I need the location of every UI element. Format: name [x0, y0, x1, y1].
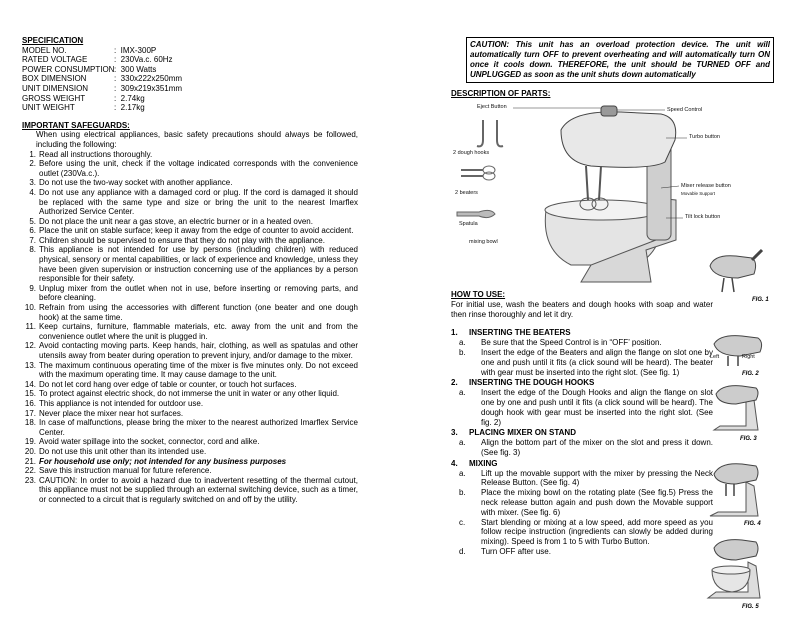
safeguard-number: 4. [29, 187, 36, 197]
safeguard-number: 3. [29, 178, 36, 188]
safeguard-text: Do not use the two-way socket with another appliance. [39, 178, 233, 188]
how-step [459, 348, 713, 377]
section-title: MIXING [469, 458, 498, 468]
safeguard-number: 18. [24, 418, 36, 428]
spec-row [22, 84, 358, 94]
safeguard-item [22, 418, 358, 437]
how-step [459, 438, 713, 458]
fig5-image [702, 536, 768, 602]
label-spatula: Spatula [459, 221, 478, 227]
spec-row [22, 55, 358, 65]
safeguard-text: Refrain from using the accessories with different function (one beater and one dough hook) at the same time. [39, 303, 358, 322]
step-letter: c. [459, 517, 466, 527]
parts-heading: DESCRIPTION OF PARTS: [451, 89, 551, 98]
spec-value: : 2.17kg [114, 103, 145, 113]
spec-row [22, 65, 358, 75]
how-heading: HOW TO USE: [451, 290, 506, 299]
spec-heading: SPECIFICATION [22, 36, 84, 45]
spec-table [22, 46, 358, 113]
label-mixer-release-button: Mixer release button [681, 183, 731, 189]
fig2-left-label: Left [710, 354, 720, 360]
spec-row [22, 74, 358, 84]
step-letter: b. [459, 488, 466, 498]
safeguard-text: This appliance is not intended for use by persons (including children) with reduced physical, sensory or mental capabilities, or lack of experience and knowledge, unless they have been given supervision or instruction concerning use of the appliances by a person responsible for their safety. [39, 245, 358, 284]
spec-row [22, 103, 358, 113]
spec-key: POWER CONSUMPTION [22, 64, 115, 74]
fig3-label: FIG. 3 [740, 436, 757, 442]
how-section-title [451, 378, 713, 388]
safeguard-text: Avoid contacting moving parts. Keep hands, hair, clothing, as well as spatulas and other utensils away from beater during operation to prevent injury, and/or damage to the mixer. [39, 341, 358, 360]
step-letter: a. [459, 468, 466, 478]
safeguard-item [22, 159, 358, 178]
safeguard-item [22, 380, 358, 390]
safeguard-number: 19. [24, 437, 36, 447]
safeguard-number: 8. [29, 245, 36, 255]
safeguard-text: Avoid water spillage into the socket, connector, cord and alike. [39, 437, 260, 447]
step-letter: a. [459, 388, 466, 398]
safeguard-number: 13. [24, 360, 36, 370]
label-dough-hooks: 2 dough hooks [453, 150, 490, 156]
spec-value: : 230Va.c. 60Hz [114, 55, 173, 65]
safeguard-number: 22. [24, 466, 36, 476]
how-step [459, 518, 713, 547]
safeguard-text: Save this instruction manual for future reference. [39, 466, 212, 476]
spec-value: : 309x219x351mm [114, 83, 183, 93]
safeguard-text: Read all instructions thoroughly. [39, 149, 153, 159]
fig3-image [706, 380, 766, 436]
safeguard-text: Place the unit on stable surface; keep it away from the edge of counter to avoid accident. [39, 226, 354, 236]
step-text: Place the mixing bowl on the rotating plate (See fig.5) Press the neck release button again and push down the Movable support with mixer. (See fig. 6) [481, 488, 713, 517]
safeguard-text: For household use only; not intended for any business purposes [39, 456, 287, 466]
step-text: Insert the edge of the Dough Hooks and align the flange on slot one by one and push until it fits (a click sound will be heard). The dough hook with gear must be inserted into the right slot. (See fig. 2) [481, 388, 713, 427]
label-mixing-bowl: mixing bowl [469, 239, 498, 245]
how-step [459, 388, 713, 427]
safeguards-heading: IMPORTANT SAFEGUARDS: [22, 120, 130, 130]
safeguard-text: CAUTION: In order to avoid a hazard due to inadvertent resetting of the thermal cutout, this appliance must not be supplied through an external switching device, such as a timer, or connected to a circuit that is regularly switched on and off by the utility. [39, 475, 358, 504]
safeguard-text: Unplug mixer from the outlet when not in use, before inserting or removing parts, and before cleaning. [39, 283, 358, 303]
safeguard-item [22, 303, 358, 322]
step-text: Turn OFF after use. [481, 546, 551, 556]
safeguard-item [22, 217, 358, 227]
figure-2 [708, 330, 768, 375]
spec-key: RATED VOLTAGE [22, 55, 88, 65]
section-number: 1. [451, 328, 458, 338]
how-intro: For initial use, wash the beaters and dough hooks with soap and water then rinse thoroughly and let it dry. [451, 299, 713, 319]
spec-value: : 2.74kg [114, 93, 145, 103]
step-text: Start blending or mixing at a low speed, add more speed as you follow recipe instruction (ingredients can slowly be added during mixing). Speed is from 1 to 5 with Turbo Button. [481, 517, 713, 547]
spec-key: BOX DIMENSION [22, 74, 87, 84]
safeguard-number: 2. [29, 159, 36, 169]
safeguard-text: This appliance is not intended for outdoor use. [39, 398, 204, 408]
fig4-label: FIG. 4 [744, 521, 761, 527]
label-turbo-button: Turbo button [689, 134, 720, 140]
fig1-image [704, 246, 764, 296]
safeguard-text: Keep curtains, furniture, flammable materials, etc. away from the unit and from the convenience outlet where the unit is plugged in. [39, 322, 358, 341]
section-title: PLACING MIXER ON STAND [469, 428, 576, 438]
safeguard-number: 1. [29, 149, 36, 159]
safeguard-text: Children should be supervised to ensure that they do not play with the appliance. [39, 235, 325, 245]
safeguard-text: To protect against electric shock, do not immerse the unit in water or any other liquid. [39, 389, 340, 399]
safeguard-item [22, 341, 358, 360]
safeguard-number: 20. [24, 446, 36, 456]
label-beaters: 2 beaters [455, 190, 478, 196]
safeguard-number: 5. [29, 216, 36, 226]
safeguard-number: 9. [29, 283, 36, 293]
safeguard-item [22, 447, 358, 457]
how-step [459, 488, 713, 517]
spec-key: GROSS WEIGHT [22, 93, 86, 103]
how-to-use [451, 290, 713, 557]
how-section-title [451, 328, 713, 338]
figure-1 [704, 246, 764, 301]
safeguard-item [22, 399, 358, 409]
safeguard-item [22, 284, 358, 303]
spec-value: : 330x222x250mm [114, 74, 183, 84]
how-step [459, 338, 713, 348]
step-text: Lift up the movable support with the mixer by pressing the Neck Release Button. (See fig. 4) [481, 468, 713, 488]
safeguard-text: Before using the unit, check if the voltage indicated corresponds with the convenience outlet (230Va.c.). [39, 159, 358, 178]
step-letter: a. [459, 438, 466, 448]
how-step [459, 547, 713, 557]
safeguard-item [22, 150, 358, 160]
step-text: Align the bottom part of the mixer on the slot and press it down. (See fig. 3) [481, 438, 713, 457]
spec-key: UNIT DIMENSION [22, 83, 89, 93]
safeguard-item [22, 226, 358, 236]
label-tilt-lock-button: Tilt lock button [685, 214, 721, 220]
section-title: INSERTING THE DOUGH HOOKS [469, 378, 595, 388]
fig1-label: FIG. 1 [752, 297, 769, 303]
step-text: Insert the edge of the Beaters and align the flange on slot one by one and push until it fits (a click sound will be heard). The beater with gear must be inserted into the right slot. (See fig. 1) [481, 347, 713, 377]
how-section-title [451, 428, 713, 438]
step-letter: d. [459, 546, 466, 556]
section-number: 3. [451, 428, 458, 438]
safeguard-item [22, 476, 358, 505]
safeguard-number: 17. [24, 408, 36, 418]
safeguard-text: The maximum continuous operating time of the mixer is five minutes only. Do not exceed with the maximum operating time. It may cause damage to the unit. [39, 360, 358, 380]
safeguard-number: 11. [25, 322, 36, 332]
left-column [22, 36, 358, 505]
fig2-image [708, 330, 768, 370]
safeguard-text: Do not use this unit other than its intended use. [39, 446, 207, 456]
section-title: INSERTING THE BEATERS [469, 328, 571, 338]
step-text: Be sure that the Speed Control is in “OFF’ position. [481, 338, 662, 348]
safeguard-item [22, 322, 358, 341]
safeguards-intro: When using electrical appliances, basic safety precautions should always be followed, including the following: [36, 130, 358, 149]
safeguard-number: 15. [24, 389, 36, 399]
spec-row [22, 94, 358, 104]
safeguard-item [22, 437, 358, 447]
safeguard-number: 12. [24, 341, 36, 351]
safeguard-number: 23. [24, 475, 36, 485]
figure-4 [702, 458, 768, 525]
safeguard-item [22, 389, 358, 399]
figure-3 [706, 380, 766, 441]
safeguard-number: 21. [24, 456, 36, 466]
how-step [459, 469, 713, 489]
safeguard-number: 16. [24, 398, 36, 408]
safeguard-text: Never place the mixer near hot surfaces. [39, 408, 184, 418]
safeguard-item [22, 178, 358, 188]
safeguard-item [22, 466, 358, 476]
section-number: 4. [451, 458, 458, 468]
section-number: 2. [451, 378, 458, 388]
spec-key: MODEL NO. [22, 45, 67, 55]
safeguard-number: 10. [24, 303, 36, 313]
spec-value: : 300 Watts [114, 64, 157, 74]
fig5-label: FIG. 5 [742, 604, 759, 610]
safeguard-item [22, 457, 358, 467]
caution-box: CAUTION: This unit has an overload protection device. The unit will automatically turn OFF to prevent overheating and will automatically turn ON once it cools down. THEREFORE, the unit should be TURNED OFF and UNPLUGGED as soon as the unit shuts down automatically [466, 37, 774, 83]
safeguard-number: 7. [29, 235, 36, 245]
label-eject-button: Eject Button [477, 104, 507, 110]
safeguard-text: Do not let cord hang over edge of table or counter, or touch hot surfaces. [39, 379, 297, 389]
label-speed-control: Speed Control [667, 107, 703, 113]
how-section-title [451, 459, 713, 469]
safeguard-item [22, 236, 358, 246]
spec-value: : IMX-300P [114, 45, 157, 55]
safeguard-item [22, 245, 358, 283]
spec-row [22, 46, 358, 56]
label-movable-support: Movable Support [681, 191, 716, 196]
fig2-label: FIG. 2 [742, 371, 759, 377]
how-sections [451, 328, 713, 556]
safeguard-number: 6. [29, 226, 36, 236]
step-letter: a. [459, 338, 466, 348]
safeguard-text: Do not use any appliance with a damaged cord or plug. If the cord is damaged it should be replaced with the same type and size or bring the unit to the nearest Imarflex Authorized Service Center. [39, 187, 358, 217]
safeguard-text: In case of malfunctions, please bring the mixer to the nearest authorized Imarflex Service Center. [39, 418, 358, 437]
spec-key: UNIT WEIGHT [22, 103, 75, 113]
safeguard-item [22, 188, 358, 217]
safeguard-item [22, 361, 358, 380]
safeguard-text: Do not place the unit near a gas stove, an electric burner or in a heated oven. [39, 216, 313, 226]
step-letter: b. [459, 347, 466, 357]
safeguard-number: 14. [24, 379, 36, 389]
fig4-image [702, 458, 768, 520]
fig2-right-label: Right [742, 354, 755, 360]
figure-5 [702, 536, 768, 607]
safeguard-item [22, 409, 358, 419]
safeguards-list [22, 150, 358, 505]
